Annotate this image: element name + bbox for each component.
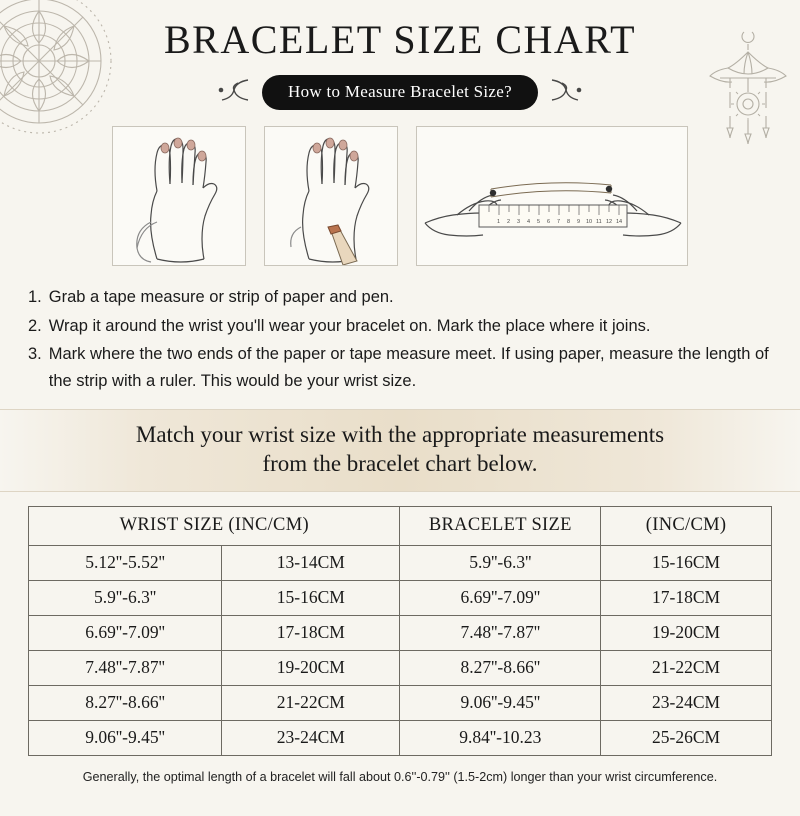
table-row [29,615,772,650]
step-number: 3. [28,345,42,364]
how-to-measure-pill: How to Measure Bracelet Size? [262,75,538,110]
svg-text:12: 12 [606,219,613,225]
footer-note: Generally, the optimal length of a bracelet will fall about 0.6''-0.79'' (1.5-2cm) longer than your wrist circumference. [82,769,718,784]
cell-bracelet-inch: 7.48''-7.87'' [400,615,601,650]
cell-wrist-cm: 13-14CM [222,545,400,580]
table-row [29,650,772,685]
list-item [28,284,772,311]
column-header-bracelet-units: (INC/CM) [601,506,772,545]
svg-text:5: 5 [537,219,541,225]
hand-with-tape-measure-illustration [112,126,246,266]
match-size-banner [0,409,800,492]
step-text: Grab a tape measure or strip of paper and pen. [48,288,394,306]
step-text: Mark where the two ends of the paper or tape measure meet. If using paper, measure the length of the strip with a ruler. This would be your wrist size. [48,345,769,391]
hands-measuring-strip-with-ruler-illustration [416,126,688,266]
svg-text:1: 1 [497,219,501,225]
table-row [29,685,772,720]
svg-text:6: 6 [547,219,551,225]
cell-wrist-inch: 6.69''-7.09'' [29,615,222,650]
flourish-left-icon [216,77,250,108]
cell-bracelet-inch: 8.27''-8.66'' [400,650,601,685]
svg-text:2: 2 [507,219,511,225]
svg-text:10: 10 [586,219,593,225]
cell-bracelet-cm: 23-24CM [601,685,772,720]
svg-text:8: 8 [567,219,571,225]
column-header-wrist-size: WRIST SIZE (INC/CM) [29,506,400,545]
svg-text:4: 4 [527,219,531,225]
cell-wrist-inch: 9.06''-9.45'' [29,720,222,755]
page-title: BRACELET SIZE CHART [163,17,637,62]
banner-line-1: Match your wrist size with the appropriate measurements [135,421,665,447]
hand-with-paper-strip-illustration [264,126,398,266]
svg-text:7: 7 [557,219,561,225]
cell-bracelet-cm: 21-22CM [601,650,772,685]
cell-wrist-cm: 21-22CM [222,685,400,720]
step-text: Wrap it around the wrist you'll wear your bracelet on. Mark the place where it joins. [48,316,651,335]
step-number: 1. [28,288,42,306]
cell-bracelet-inch: 5.9''-6.3'' [400,545,601,580]
cell-wrist-cm: 23-24CM [222,720,400,755]
cell-bracelet-cm: 15-16CM [601,545,772,580]
column-header-bracelet-size: BRACELET SIZE [400,506,601,545]
cell-wrist-cm: 15-16CM [222,580,400,615]
banner-line-2: from the bracelet chart below. [262,451,538,477]
cell-bracelet-cm: 17-18CM [601,580,772,615]
svg-text:11: 11 [596,219,602,225]
instruction-steps [28,284,772,395]
cell-bracelet-cm: 25-26CM [601,720,772,755]
cell-bracelet-inch: 9.84''-10.23 [400,720,601,755]
table-row [29,580,772,615]
cell-wrist-inch: 8.27''-8.66'' [29,685,222,720]
subtitle-row [0,75,800,110]
cell-wrist-inch: 7.48''-7.87'' [29,650,222,685]
cell-wrist-inch: 5.9''-6.3'' [29,580,222,615]
size-table-container [28,506,772,756]
table-header-row [29,506,772,545]
instruction-images [0,126,800,266]
bracelet-size-table [28,506,772,756]
table-row [29,720,772,755]
table-row [29,545,772,580]
svg-text:3: 3 [517,219,521,225]
list-item [28,313,772,340]
list-item [28,341,772,394]
step-number: 2. [28,316,42,335]
cell-bracelet-inch: 9.06''-9.45'' [400,685,601,720]
cell-bracelet-cm: 19-20CM [601,615,772,650]
cell-bracelet-inch: 6.69''-7.09'' [400,580,601,615]
cell-wrist-cm: 17-18CM [222,615,400,650]
cell-wrist-inch: 5.12''-5.52'' [29,545,222,580]
cell-wrist-cm: 19-20CM [222,650,400,685]
svg-text:14: 14 [616,219,623,225]
flourish-right-icon [550,77,584,108]
svg-text:9: 9 [577,219,581,225]
